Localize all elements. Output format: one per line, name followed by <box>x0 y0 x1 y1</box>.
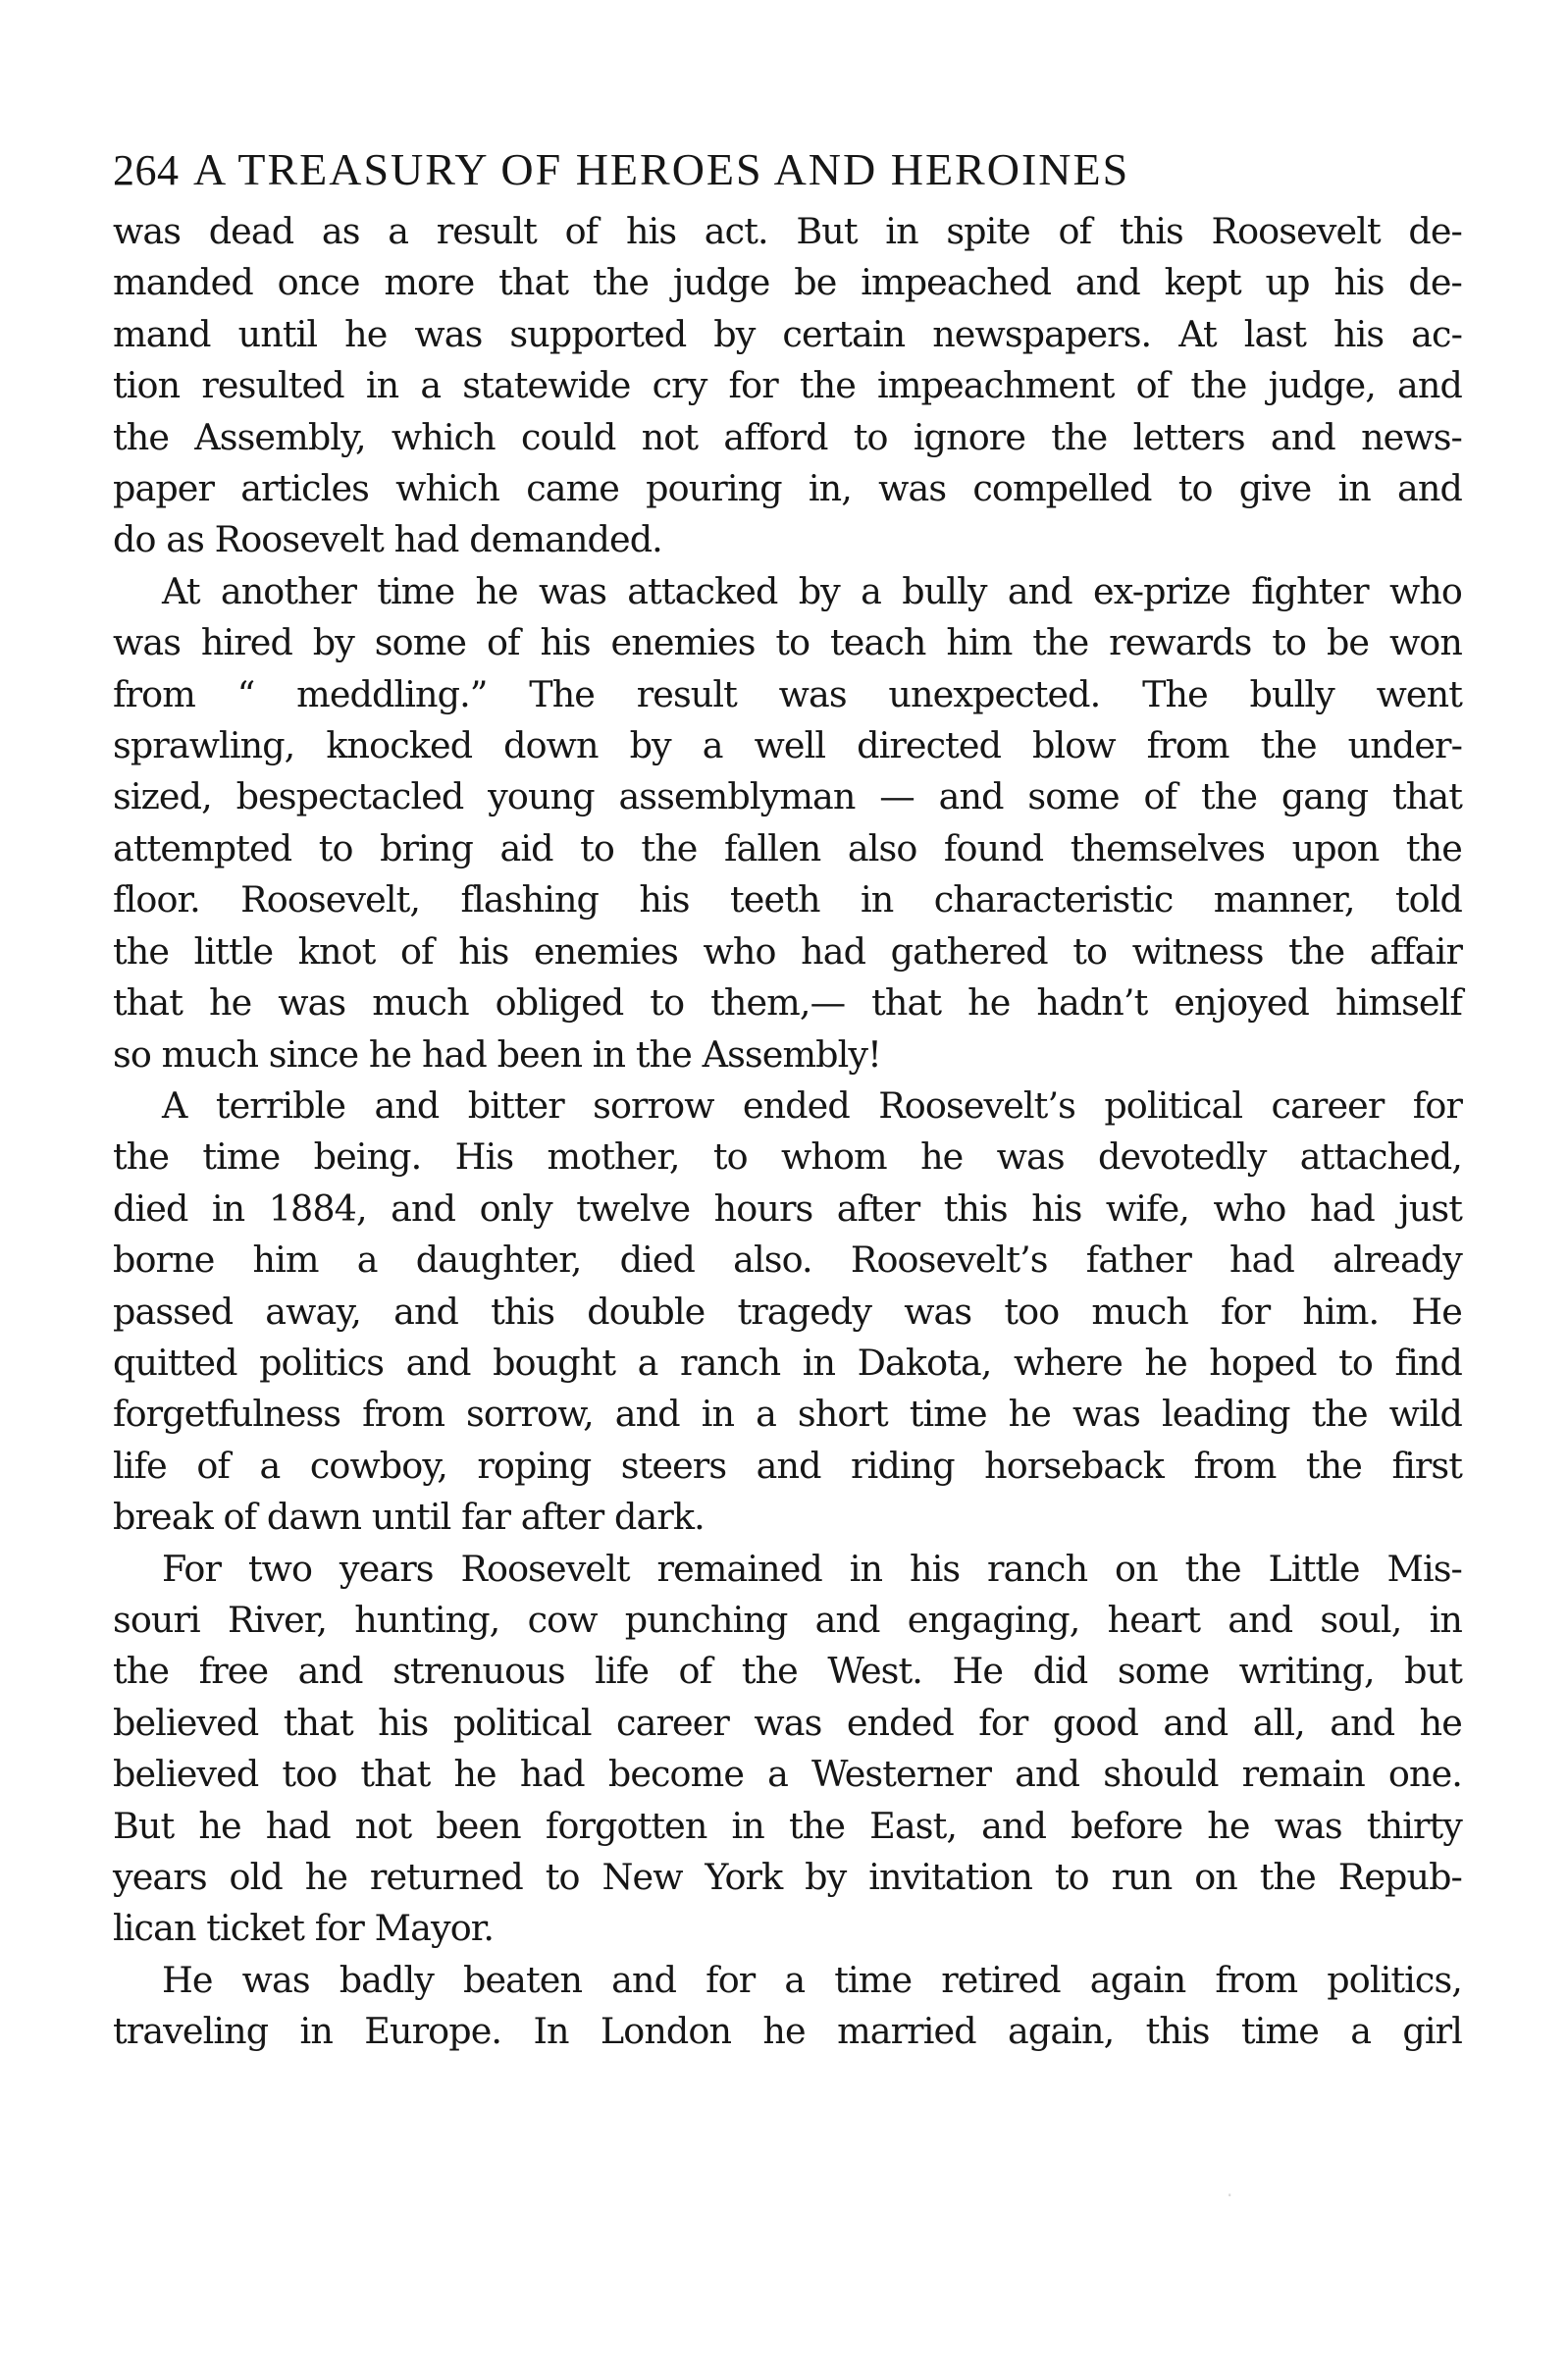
text-line: He was badly beaten and for a time retired again from politics, <box>162 1958 1462 2001</box>
text-line: do as Roosevelt had demanded. <box>113 518 662 561</box>
text-line: traveling in Europe. In London he married again, this time a girl <box>113 2010 1462 2053</box>
running-head <box>113 144 1462 206</box>
page-speck: · <box>1227 2184 1233 2207</box>
text-line: At another time he was attacked by a bully and ex-prize fighter who <box>162 569 1462 612</box>
paragraph-4 <box>113 1544 1462 1955</box>
text-line: break of dawn until far after dark. <box>113 1496 705 1539</box>
text-line: sized, bespectacled young assemblyman — and some of the gang that <box>113 775 1462 818</box>
page-number: 264 <box>113 146 180 194</box>
text-line: believed that his political career was ended for good and all, and he <box>113 1701 1462 1744</box>
text-line: believed too that he had become a Westerner and should remain one. <box>113 1753 1462 1796</box>
text-line: forgetfulness from sorrow, and in a short time he was leading the wild <box>113 1393 1462 1436</box>
text-line: years old he returned to New York by invitation to run on the Repub- <box>113 1856 1462 1898</box>
text-line: attempted to bring aid to the fallen also found themselves upon the <box>113 826 1462 869</box>
text-line: tion resulted in a statewide cry for the impeachment of the judge, and <box>113 364 1462 407</box>
text-line: floor. Roosevelt, flashing his teeth in characteristic manner, told <box>113 878 1462 922</box>
book-page <box>113 144 1462 2058</box>
text-line: the Assembly, which could not afford to ignore the letters and news- <box>113 415 1462 458</box>
text-line: was hired by some of his enemies to teach him the rewards to be won <box>113 621 1462 664</box>
text-line: lican ticket for Mayor. <box>113 1907 495 1950</box>
text-line: But he had not been forgotten in the East, and before he was thirty <box>113 1804 1462 1847</box>
text-line: For two years Roosevelt remained in his ranch on the Little Mis- <box>162 1547 1462 1590</box>
paragraph-1 <box>113 206 1462 566</box>
text-line: souri River, hunting, cow punching and engaging, heart and soul, in <box>113 1598 1462 1641</box>
text-line: that he was much obliged to them,— that he hadn’t enjoyed himself <box>113 981 1462 1025</box>
text-line: life of a cowboy, roping steers and riding horseback from the first <box>113 1444 1462 1487</box>
text-line: from “ meddling.” The result was unexpected. The bully went <box>113 672 1462 715</box>
text-line: the little knot of his enemies who had gathered to witness the affair <box>113 929 1462 973</box>
text-line: the free and strenuous life of the West. He did some writing, but <box>113 1650 1462 1693</box>
text-line: borne him a daughter, died also. Roosevelt’s father had already <box>113 1238 1462 1282</box>
text-line: died in 1884, and only twelve hours after this his wife, who had just <box>113 1186 1462 1230</box>
paragraph-5 <box>113 1955 1462 2058</box>
text-line: A terrible and bitter sorrow ended Roosevelt’s political career for <box>162 1083 1462 1127</box>
text-line: manded once more that the judge be impeached and kept up his de- <box>113 261 1462 304</box>
text-line: was dead as a result of his act. But in spite of this Roosevelt de- <box>113 210 1462 252</box>
paragraph-3 <box>113 1080 1462 1544</box>
text-line: sprawling, knocked down by a well directed blow from the under- <box>113 724 1462 767</box>
text-line: quitted politics and bought a ranch in Dakota, where he hoped to find <box>113 1341 1462 1384</box>
paragraph-2 <box>113 566 1462 1080</box>
body-text <box>113 206 1462 2058</box>
text-line: passed away, and this double tragedy was too much for him. He <box>113 1290 1462 1333</box>
text-line: so much since he had been in the Assembly! <box>113 1032 881 1076</box>
text-line: the time being. His mother, to whom he was devotedly attached, <box>113 1135 1462 1179</box>
book-title: A TREASURY OF HEROES AND HEROINES <box>193 144 1130 194</box>
text-line: paper articles which came pouring in, was compelled to give in and <box>113 467 1462 510</box>
text-line: mand until he was supported by certain newspapers. At last his ac- <box>113 312 1462 355</box>
